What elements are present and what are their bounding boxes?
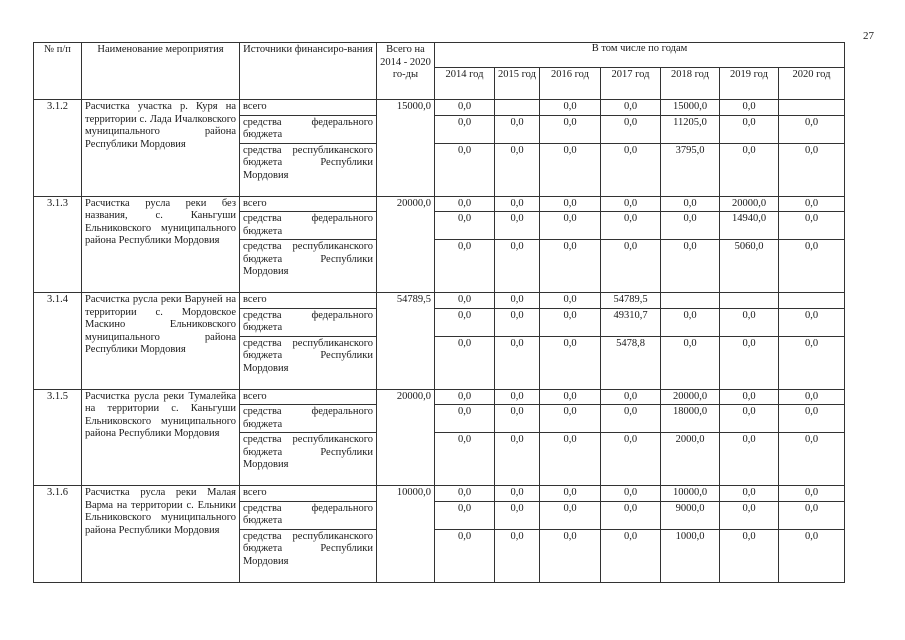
year-value: 0,0 <box>720 529 779 582</box>
year-value: 0,0 <box>540 196 601 212</box>
funding-source: средства федерального бюджета <box>240 405 377 433</box>
header-year: 2016 год <box>540 67 601 99</box>
year-value: 0,0 <box>540 240 601 293</box>
year-value: 0,0 <box>435 196 495 212</box>
year-value: 0,0 <box>435 486 495 502</box>
year-value: 0,0 <box>779 405 845 433</box>
header-year: 2014 год <box>435 67 495 99</box>
year-value: 0,0 <box>779 308 845 336</box>
header-year: 2018 год <box>661 67 720 99</box>
year-value: 0,0 <box>495 433 540 486</box>
year-value: 0,0 <box>661 212 720 240</box>
year-value: 0,0 <box>720 143 779 196</box>
total-value: 54789,5 <box>377 293 435 390</box>
funding-source: всего <box>240 100 377 116</box>
year-value: 5060,0 <box>720 240 779 293</box>
year-value: 0,0 <box>495 212 540 240</box>
year-value: 14940,0 <box>720 212 779 240</box>
year-value: 18000,0 <box>661 405 720 433</box>
table-body <box>34 100 845 583</box>
activity-name: Расчистка русла реки Малая Варма на территории с. Ельники Ельниковского муниципального района Республики Мордовия <box>82 486 240 583</box>
year-value: 0,0 <box>601 100 661 116</box>
total-value: 20000,0 <box>377 389 435 486</box>
year-value: 0,0 <box>435 433 495 486</box>
year-value: 0,0 <box>720 405 779 433</box>
year-value: 10000,0 <box>661 486 720 502</box>
header-year: 2017 год <box>601 67 661 99</box>
funding-source: всего <box>240 196 377 212</box>
year-value: 0,0 <box>779 433 845 486</box>
row-number: 3.1.4 <box>34 293 82 390</box>
year-value: 0,0 <box>720 389 779 405</box>
year-value: 0,0 <box>720 486 779 502</box>
year-value: 0,0 <box>540 336 601 389</box>
year-value: 0,0 <box>601 486 661 502</box>
year-value: 0,0 <box>540 100 601 116</box>
year-value: 0,0 <box>540 433 601 486</box>
year-value: 0,0 <box>661 308 720 336</box>
header-name: Наименование мероприятия <box>82 43 240 100</box>
year-value: 0,0 <box>540 501 601 529</box>
year-value: 2000,0 <box>661 433 720 486</box>
year-value: 0,0 <box>601 389 661 405</box>
year-value: 0,0 <box>495 115 540 143</box>
funding-source: средства федерального бюджета <box>240 308 377 336</box>
year-value: 0,0 <box>720 501 779 529</box>
funding-source: средства федерального бюджета <box>240 501 377 529</box>
year-value: 0,0 <box>495 240 540 293</box>
year-value: 0,0 <box>661 196 720 212</box>
header-year: 2015 год <box>495 67 540 99</box>
year-value: 0,0 <box>779 529 845 582</box>
year-value: 0,0 <box>435 501 495 529</box>
year-value: 54789,5 <box>601 293 661 309</box>
year-value: 0,0 <box>601 115 661 143</box>
year-value: 0,0 <box>540 143 601 196</box>
year-value: 0,0 <box>720 336 779 389</box>
year-value: 0,0 <box>540 308 601 336</box>
year-value: 0,0 <box>435 115 495 143</box>
funding-source: всего <box>240 389 377 405</box>
year-value: 0,0 <box>779 389 845 405</box>
table-row <box>34 486 845 502</box>
row-number: 3.1.6 <box>34 486 82 583</box>
year-value: 0,0 <box>601 143 661 196</box>
year-value: 0,0 <box>495 529 540 582</box>
header-num: № п/п <box>34 43 82 100</box>
year-value: 0,0 <box>495 389 540 405</box>
funding-source: средства республиканского бюджета Республики Мордовия <box>240 433 377 486</box>
year-value: 0,0 <box>661 240 720 293</box>
year-value: 0,0 <box>540 389 601 405</box>
year-value: 9000,0 <box>661 501 720 529</box>
year-value: 0,0 <box>540 486 601 502</box>
activity-name: Расчистка русла реки без названия, с. Каньгуши Ельниковского муниципального района Республики Мордовия <box>82 196 240 293</box>
table-row <box>34 196 845 212</box>
year-value: 0,0 <box>779 336 845 389</box>
year-value: 0,0 <box>495 143 540 196</box>
funding-source: всего <box>240 486 377 502</box>
header-year: 2020 год <box>779 67 845 99</box>
year-value: 0,0 <box>779 196 845 212</box>
year-value: 11205,0 <box>661 115 720 143</box>
year-value: 0,0 <box>435 389 495 405</box>
year-value: 0,0 <box>540 405 601 433</box>
funding-source: средства республиканского бюджета Республики Мордовия <box>240 336 377 389</box>
year-value: 0,0 <box>495 293 540 309</box>
year-value <box>779 100 845 116</box>
year-value: 0,0 <box>601 529 661 582</box>
year-value: 0,0 <box>435 143 495 196</box>
year-value: 0,0 <box>435 529 495 582</box>
row-number: 3.1.5 <box>34 389 82 486</box>
year-value: 0,0 <box>779 486 845 502</box>
year-value: 0,0 <box>779 115 845 143</box>
total-value: 15000,0 <box>377 100 435 197</box>
year-value: 0,0 <box>601 240 661 293</box>
year-value: 0,0 <box>661 336 720 389</box>
year-value: 0,0 <box>435 405 495 433</box>
page-number: 27 <box>863 30 874 42</box>
year-value: 0,0 <box>435 212 495 240</box>
funding-source: средства республиканского бюджета Республики Мордовия <box>240 529 377 582</box>
year-value: 0,0 <box>435 240 495 293</box>
year-value: 0,0 <box>720 115 779 143</box>
activity-name: Расчистка русла реки Варуней на территории с. Мордовское Маскино Ельниковского муниципального района Республики Мордовия <box>82 293 240 390</box>
table-row <box>34 389 845 405</box>
header-total: Всего на 2014 - 2020 го-ды <box>377 43 435 100</box>
year-value: 0,0 <box>435 336 495 389</box>
header-year: 2019 год <box>720 67 779 99</box>
funding-source: средства федерального бюджета <box>240 212 377 240</box>
year-value: 0,0 <box>540 293 601 309</box>
year-value: 0,0 <box>720 433 779 486</box>
year-value: 0,0 <box>720 100 779 116</box>
funding-source: средства республиканского бюджета Республики Мордовия <box>240 240 377 293</box>
year-value: 0,0 <box>601 405 661 433</box>
year-value: 0,0 <box>720 308 779 336</box>
row-number: 3.1.2 <box>34 100 82 197</box>
year-value: 20000,0 <box>661 389 720 405</box>
funding-source: средства республиканского бюджета Республики Мордовия <box>240 143 377 196</box>
year-value: 0,0 <box>540 212 601 240</box>
activity-name: Расчистка русла реки Тумалейка на территории с. Каньгуши Ельниковского муниципального района Республики Мордовия <box>82 389 240 486</box>
year-value: 0,0 <box>601 196 661 212</box>
funding-table <box>33 42 845 583</box>
year-value: 15000,0 <box>661 100 720 116</box>
year-value: 0,0 <box>601 501 661 529</box>
total-value: 10000,0 <box>377 486 435 583</box>
year-value: 0,0 <box>540 115 601 143</box>
year-value: 0,0 <box>495 501 540 529</box>
year-value: 0,0 <box>779 240 845 293</box>
year-value: 0,0 <box>601 433 661 486</box>
year-value: 0,0 <box>495 486 540 502</box>
year-value <box>495 100 540 116</box>
year-value: 0,0 <box>495 196 540 212</box>
year-value: 3795,0 <box>661 143 720 196</box>
funding-source: всего <box>240 293 377 309</box>
year-value: 0,0 <box>779 501 845 529</box>
year-value: 0,0 <box>495 308 540 336</box>
year-value <box>661 293 720 309</box>
year-value: 0,0 <box>435 308 495 336</box>
header-row <box>34 43 845 68</box>
year-value: 0,0 <box>495 405 540 433</box>
year-value: 20000,0 <box>720 196 779 212</box>
year-value: 49310,7 <box>601 308 661 336</box>
row-number: 3.1.3 <box>34 196 82 293</box>
year-value: 0,0 <box>779 212 845 240</box>
year-value: 0,0 <box>540 529 601 582</box>
header-source: Источники финансиро-вания <box>240 43 377 100</box>
total-value: 20000,0 <box>377 196 435 293</box>
header-by-years: В том числе по годам <box>435 43 845 68</box>
year-value: 0,0 <box>495 336 540 389</box>
year-value: 1000,0 <box>661 529 720 582</box>
year-value: 0,0 <box>435 293 495 309</box>
year-value <box>720 293 779 309</box>
activity-name: Расчистка участка р. Куря на территории с. Лада Ичалковского муниципального района Республики Мордовия <box>82 100 240 197</box>
year-value: 0,0 <box>601 212 661 240</box>
table-row <box>34 293 845 309</box>
year-value: 0,0 <box>435 100 495 116</box>
funding-source: средства федерального бюджета <box>240 115 377 143</box>
table-row <box>34 100 845 116</box>
year-value: 0,0 <box>779 143 845 196</box>
year-value <box>779 293 845 309</box>
year-value: 5478,8 <box>601 336 661 389</box>
